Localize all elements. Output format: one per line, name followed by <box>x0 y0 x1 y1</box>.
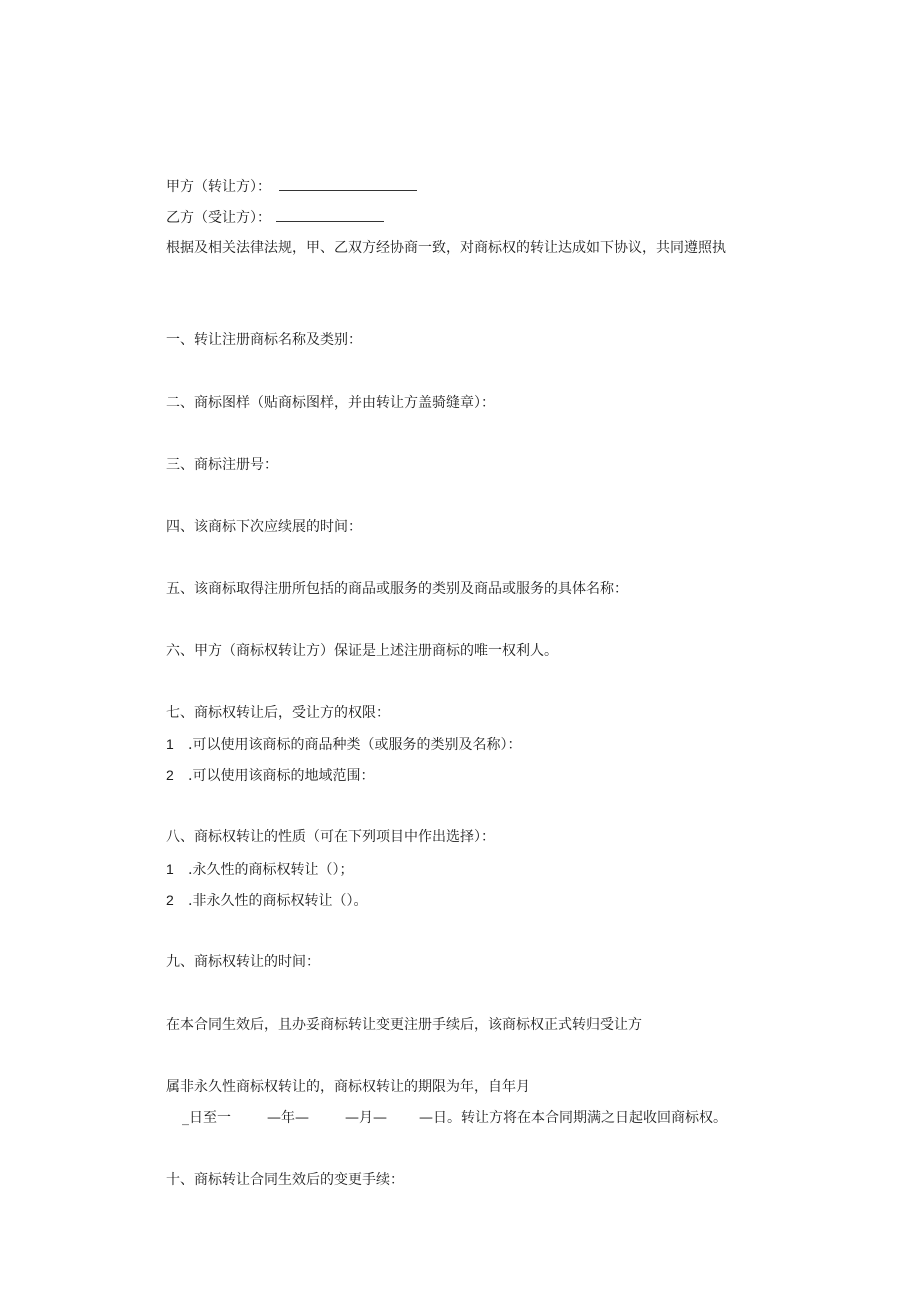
section-9-paragraph-3 <box>182 1108 727 1128</box>
party-a-line <box>166 176 417 197</box>
section-8-heading: 八、商标权转让的性质（可在下列项目中作出选择）： <box>166 829 495 845</box>
section-8-item-2 <box>166 890 367 911</box>
section-7-item-2-number: 2 <box>166 767 174 783</box>
section-8-item-1 <box>166 859 353 880</box>
intro-paragraph: 根据及相关法律法规，甲、乙双方经协商一致，对商标权的转让达成如下协议，共同遵照执 <box>166 240 726 256</box>
section-10-heading: 十、商标转让合同生效后的变更手续： <box>166 1172 404 1188</box>
section-9-paragraph-2: 属非永久性商标权转让的，商标权转让的期限为年，自年月 <box>166 1079 530 1095</box>
party-a-label: 甲方（转让方）： <box>166 179 271 195</box>
party-a-blank <box>279 176 417 191</box>
section-7-item-1 <box>166 734 521 755</box>
party-b-blank <box>276 207 384 222</box>
section-7-item-1-number: 1 <box>166 736 174 752</box>
section-7-item-2 <box>166 765 374 786</box>
section-8-item-1-text: .永久性的商标权转让（）； <box>188 862 354 878</box>
section-4-heading: 四、该商标下次应续展的时间： <box>166 519 362 535</box>
section-2-heading: 二、商标图样（贴商标图样，并由转让方盖骑缝章）： <box>166 395 495 411</box>
section-9-paragraph-1: 在本合同生效后，且办妥商标转让变更注册手续后，该商标权正式转归受让方 <box>166 1017 642 1033</box>
section-1-heading: 一、转让注册商标名称及类别： <box>166 332 362 348</box>
date-end-day-clause: —日。转让方将在本合同期满之日起收回商标权。 <box>419 1110 727 1126</box>
section-3-heading: 三、商标注册号： <box>166 457 278 473</box>
party-b-line <box>166 207 384 228</box>
date-start-day: _日至一 <box>182 1110 231 1126</box>
party-b-label: 乙方（受让方）： <box>166 210 271 226</box>
section-9-heading: 九、商标权转让的时间： <box>166 954 320 970</box>
section-7-item-2-text: .可以使用该商标的地域范围： <box>188 768 375 784</box>
section-7-heading: 七、商标权转让后，受让方的权限： <box>166 705 390 721</box>
section-7-item-1-text: .可以使用该商标的商品种类（或服务的类别及名称）： <box>188 737 522 753</box>
section-5-heading: 五、该商标取得注册所包括的商品或服务的类别及商品或服务的具体名称： <box>166 581 628 597</box>
date-end-year: —年— <box>267 1110 309 1126</box>
section-8-item-1-number: 1 <box>166 861 174 877</box>
date-end-month: —月— <box>345 1110 387 1126</box>
section-8-item-2-text: .非永久性的商标权转让（）。 <box>188 893 368 909</box>
section-6-heading: 六、甲方（商标权转让方）保证是上述注册商标的唯一权利人。 <box>166 643 558 659</box>
section-8-item-2-number: 2 <box>166 892 174 908</box>
